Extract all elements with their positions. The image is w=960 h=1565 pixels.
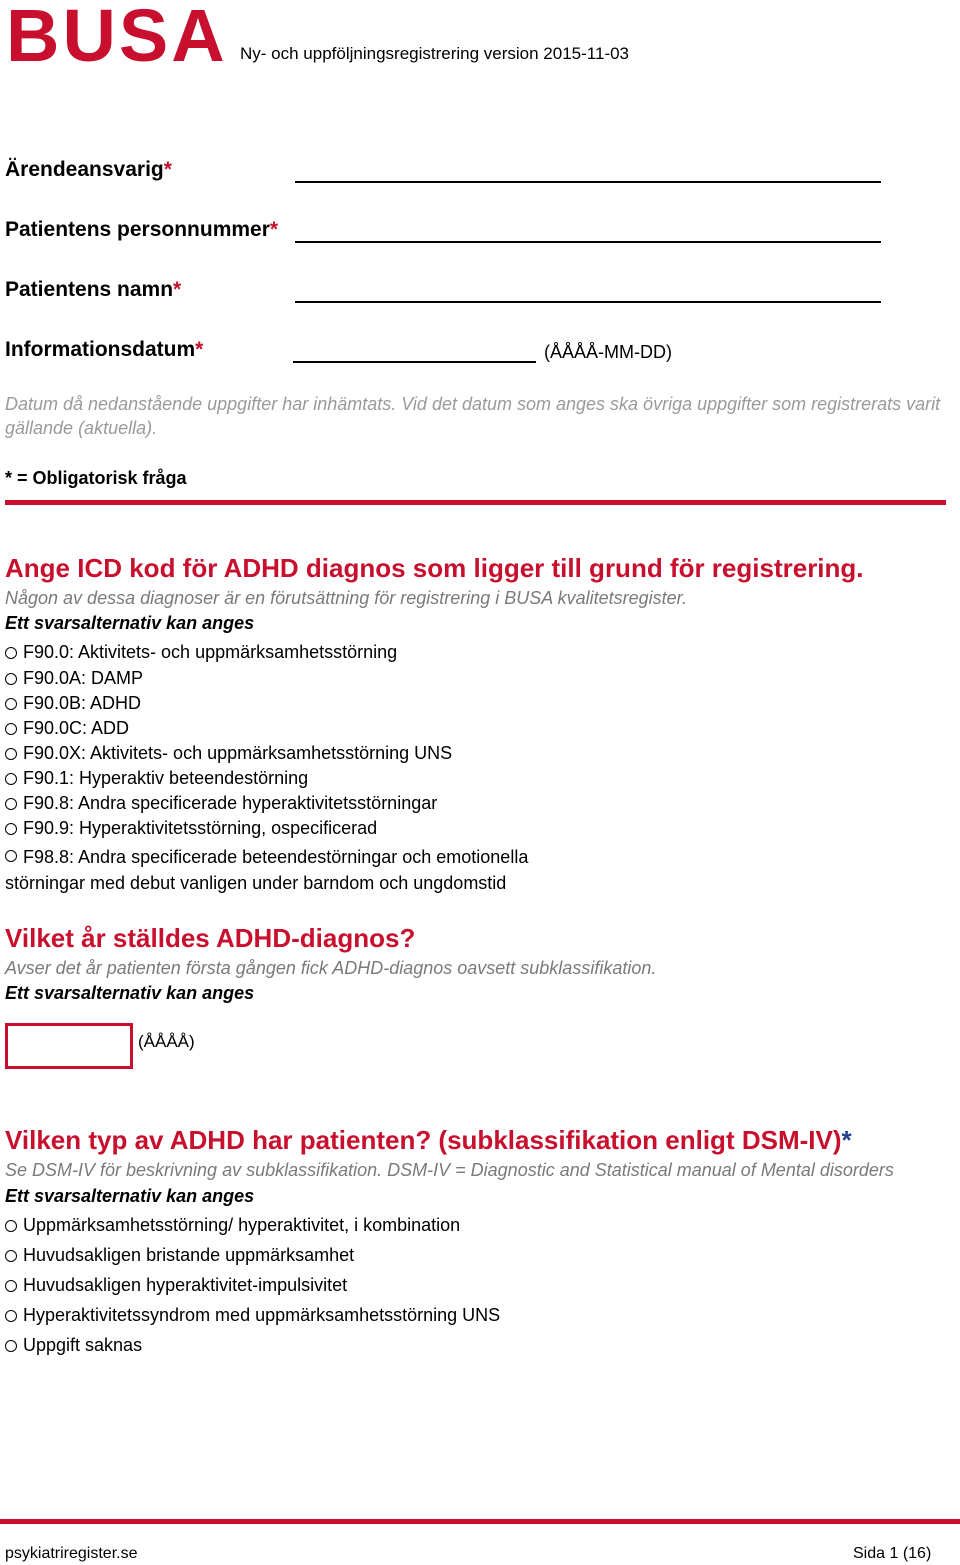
date-help-text: Datum då nedanstående uppgifter har inhämtats. Vid det datum som anges ska övriga uppgifter som registrerats varit gällande (aktuella). — [5, 394, 941, 438]
q3-option-saknas[interactable] — [5, 1335, 142, 1356]
radio-icon[interactable] — [5, 1340, 17, 1352]
section-divider — [5, 500, 946, 505]
radio-icon[interactable] — [5, 798, 17, 810]
option-label: Hyperaktivitetssyndrom med uppmärksamhetsstörning UNS — [23, 1305, 501, 1325]
radio-icon[interactable] — [5, 1310, 17, 1322]
radio-icon[interactable] — [5, 1280, 17, 1292]
date-format-hint: (ÅÅÅÅ-MM-DD) — [544, 342, 672, 362]
diagnosis-year-input[interactable] — [5, 1023, 133, 1069]
q3-title — [5, 1125, 852, 1156]
option-label: F90.0X: Aktivitets- och uppmärksamhetsstörning UNS — [23, 743, 453, 763]
option-label: Huvudsakligen hyperaktivitet-impulsivitet — [23, 1275, 348, 1295]
required-star: * — [173, 278, 182, 301]
q1-option-f908[interactable] — [5, 793, 437, 814]
informationsdatum-field[interactable] — [293, 361, 536, 363]
radio-icon[interactable] — [5, 723, 17, 735]
q1-option-f988[interactable] — [5, 844, 605, 896]
footer-divider — [0, 1519, 960, 1524]
q1-note: Ett svarsalternativ kan anges — [5, 613, 255, 633]
radio-icon[interactable] — [5, 823, 17, 835]
option-label: Uppmärksamhetsstörning/ hyperaktivitet, i kombination — [23, 1215, 461, 1235]
namn-text: Patientens namn — [5, 278, 174, 301]
q3-note: Ett svarsalternativ kan anges — [5, 1186, 255, 1206]
q2-title: Vilket år ställdes ADHD-diagnos? — [5, 923, 416, 953]
q3-option-uns[interactable] — [5, 1305, 500, 1326]
option-label: F90.0: Aktivitets- och uppmärksamhetsstörning — [23, 642, 398, 662]
option-label: Uppgift saknas — [23, 1335, 143, 1355]
q3-help: Se DSM-IV för beskrivning av subklassifikation. DSM-IV = Diagnostic and Statistical manual of Mental disorders — [5, 1160, 894, 1180]
required-star: * — [163, 158, 172, 181]
option-label: Huvudsakligen bristande uppmärksamhet — [23, 1245, 355, 1265]
required-star: * — [269, 218, 279, 241]
q1-option-f909[interactable] — [5, 818, 377, 839]
footer-site: psykiatriregister.se — [5, 1545, 138, 1562]
radio-icon[interactable] — [5, 647, 17, 659]
q3-title-text: Vilken typ av ADHD har patienten? (subklassifikation enligt DSM-IV) — [5, 1125, 842, 1155]
year-format-hint: (ÅÅÅÅ) — [138, 1032, 195, 1051]
option-label: F90.8: Andra specificerade hyperaktivitetsstörningar — [23, 793, 438, 813]
personnummer-label — [5, 218, 278, 242]
q1-option-f900a[interactable] — [5, 668, 143, 689]
radio-icon[interactable] — [5, 850, 17, 862]
option-label: F90.0C: ADD — [23, 718, 130, 738]
busa-logo: BUSA — [6, 0, 228, 77]
option-label: F90.9: Hyperaktivitetsstörning, ospecificerad — [23, 818, 378, 838]
radio-icon[interactable] — [5, 773, 17, 785]
obligatory-note: * = Obligatorisk fråga — [5, 468, 187, 488]
q2-help: Avser det år patienten första gången fick ADHD-diagnos oavsett subklassifikation. — [5, 958, 657, 978]
q2-note: Ett svarsalternativ kan anges — [5, 983, 255, 1003]
q3-option-uppmarksamhet[interactable] — [5, 1245, 354, 1266]
q1-option-f900[interactable] — [5, 642, 397, 663]
informationsdatum-text: Informationsdatum — [5, 338, 196, 361]
namn-field[interactable] — [295, 301, 881, 303]
radio-icon[interactable] — [5, 1220, 17, 1232]
option-label: F98.8: Andra specificerade beteendestörningar och emotionella störningar med debut vanligen under barndom och ungdomstid — [5, 847, 529, 893]
option-label: F90.1: Hyperaktiv beteendestörning — [23, 768, 309, 788]
option-label: F90.0B: ADHD — [23, 693, 142, 713]
radio-icon[interactable] — [5, 1250, 17, 1262]
required-star: * — [195, 338, 204, 361]
q1-option-f901[interactable] — [5, 768, 308, 789]
q3-option-kombination[interactable] — [5, 1215, 460, 1236]
namn-label — [5, 278, 181, 302]
radio-icon[interactable] — [5, 673, 17, 685]
q1-title: Ange ICD kod för ADHD diagnos som ligger till grund för registrering. — [5, 553, 864, 583]
q1-option-f900x[interactable] — [5, 743, 452, 764]
form-version-title: Ny- och uppföljningsregistrering version 2015-11-03 — [240, 44, 630, 63]
arendeansvarig-text: Ärendeansvarig — [5, 158, 164, 181]
page-number: Sida 1 (16) — [853, 1545, 932, 1562]
option-label: F90.0A: DAMP — [23, 668, 144, 688]
required-star: * — [841, 1125, 852, 1155]
q1-help: Någon av dessa diagnoser är en förutsättning för registrering i BUSA kvalitetsregister. — [5, 588, 688, 608]
arendeansvarig-label — [5, 158, 172, 182]
q1-option-f900c[interactable] — [5, 718, 129, 739]
radio-icon[interactable] — [5, 698, 17, 710]
personnummer-field[interactable] — [295, 241, 881, 243]
informationsdatum-label — [5, 338, 203, 362]
q3-option-hyperaktivitet[interactable] — [5, 1275, 347, 1296]
arendeansvarig-field[interactable] — [295, 181, 881, 183]
personnummer-text: Patientens personnummer — [5, 218, 270, 241]
q1-option-f900b[interactable] — [5, 693, 141, 714]
radio-icon[interactable] — [5, 748, 17, 760]
